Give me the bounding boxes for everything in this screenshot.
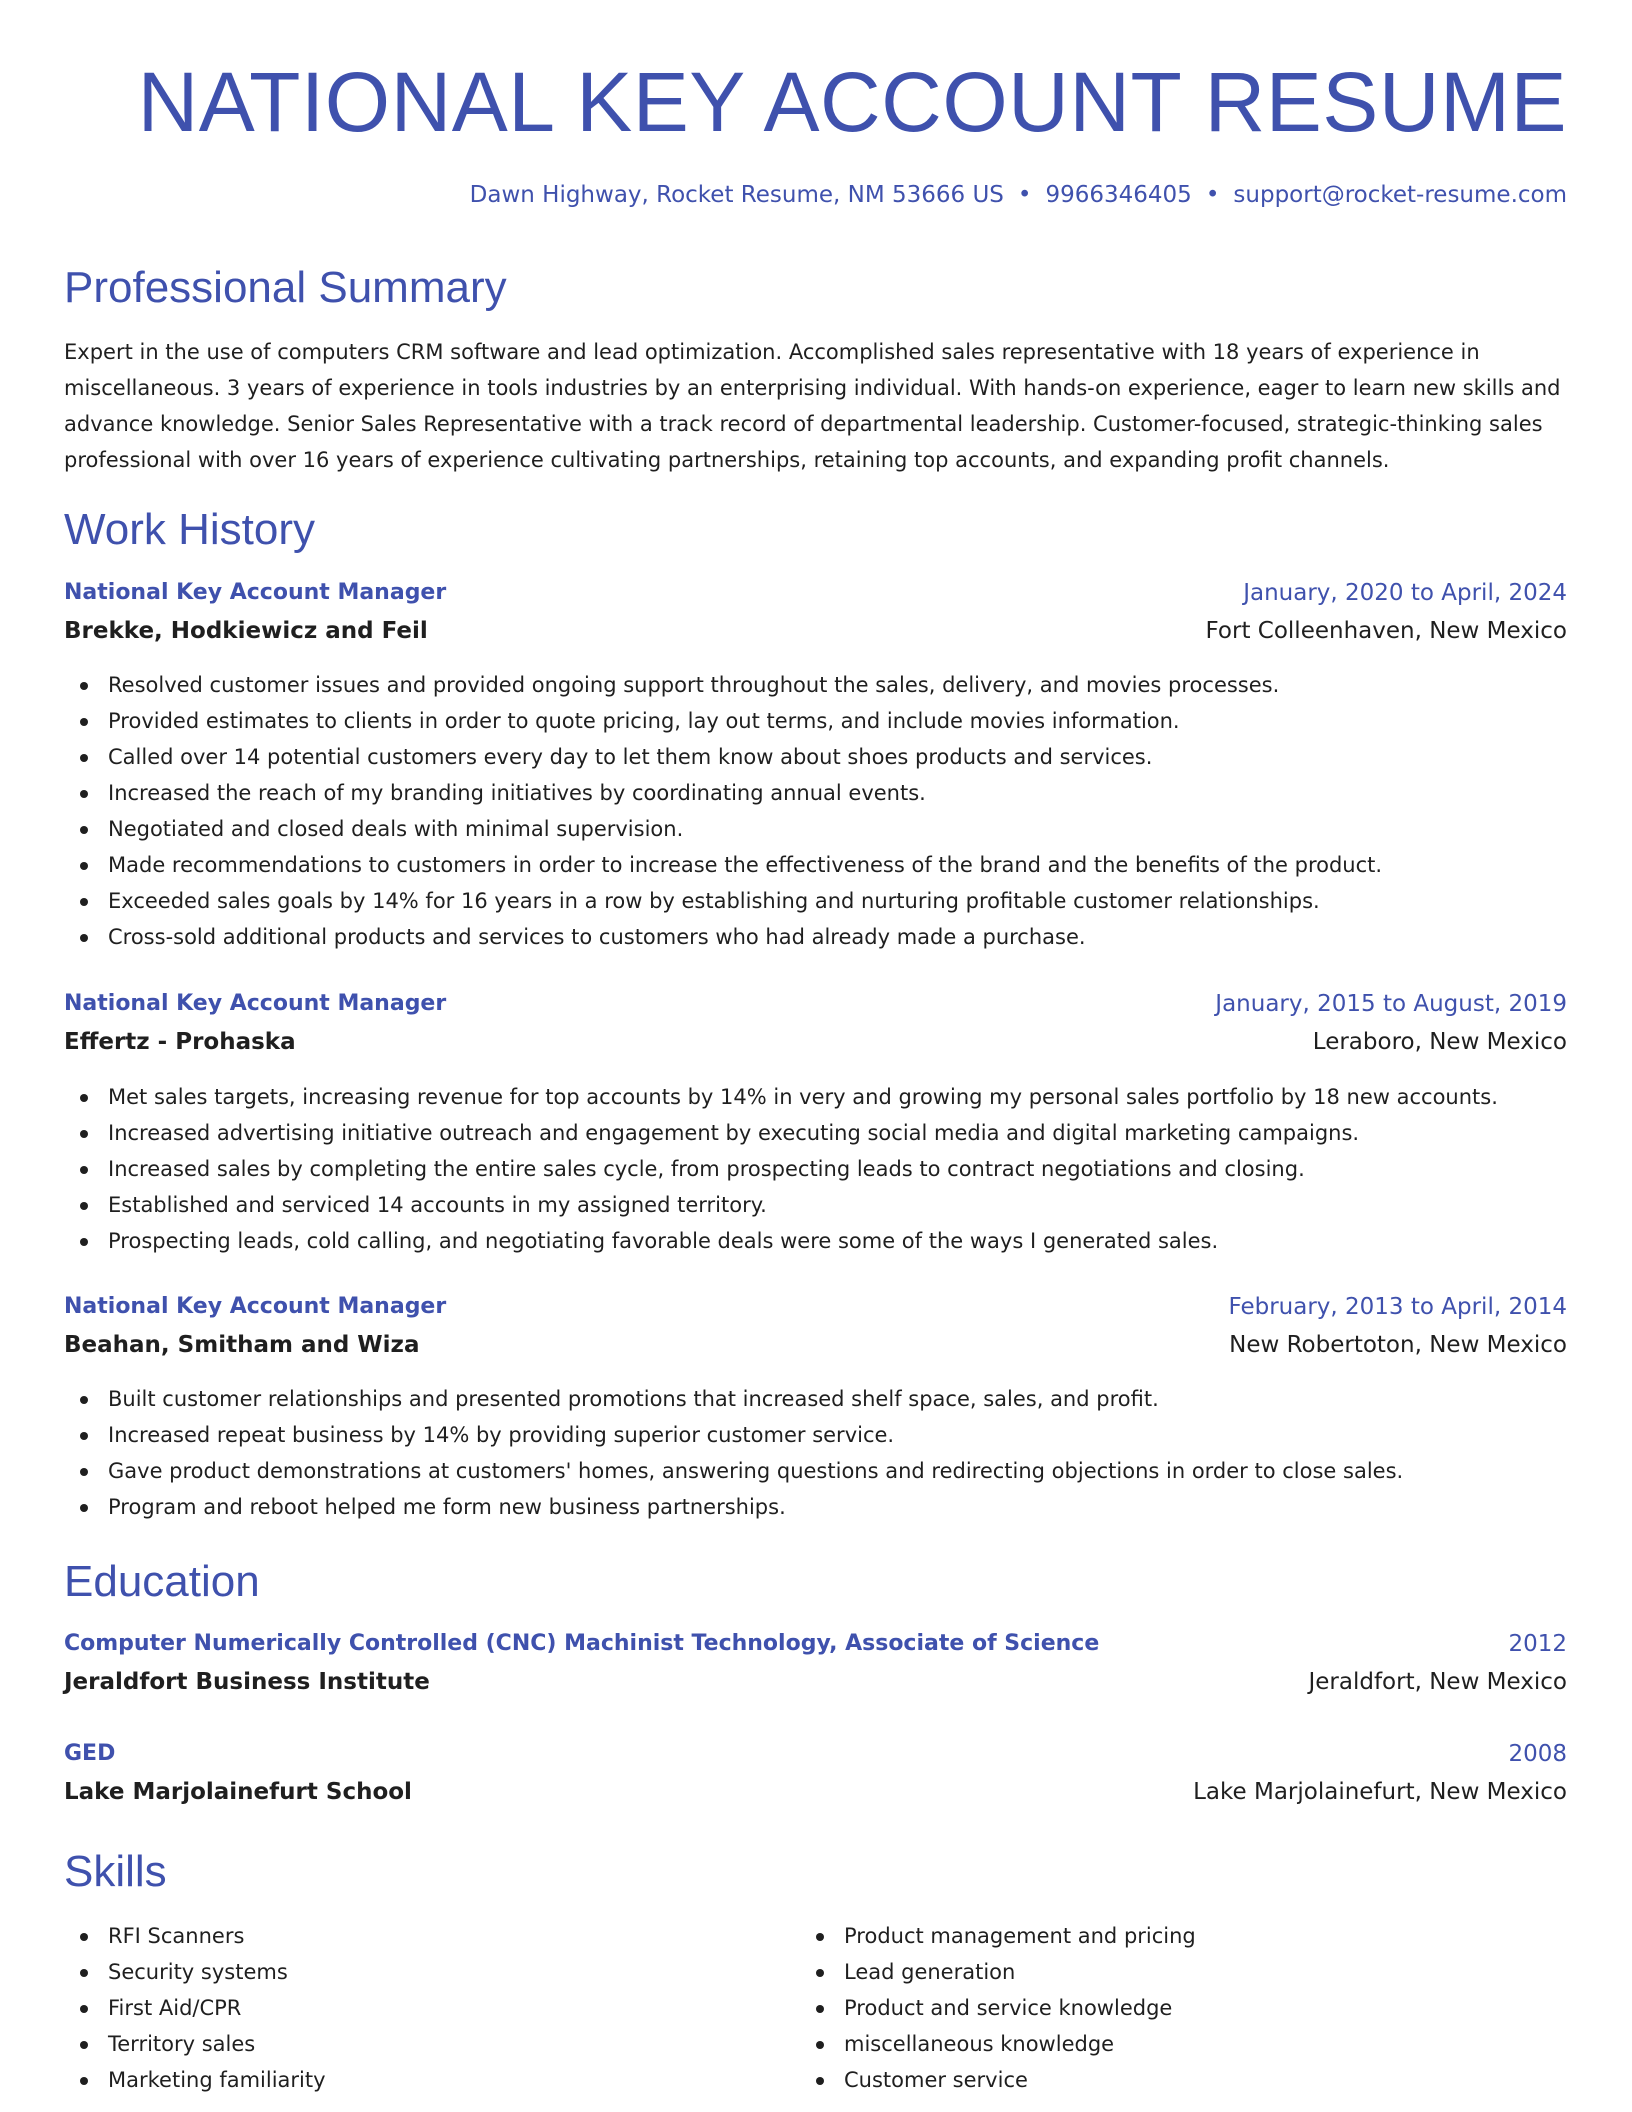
skill-item: Customer service: [800, 2062, 1500, 2098]
job-header: [64, 576, 1567, 610]
job-company: Brekke, Hodkiewicz and Feil: [64, 618, 428, 644]
education-location: Jeraldfort, New Mexico: [1308, 1669, 1567, 1695]
list-item: Increased advertising initiative outreach and engagement by executing social media and digital marketing campaigns.: [64, 1115, 1567, 1151]
section-title-work-history: Work History: [64, 505, 315, 554]
skill-item: Product and service knowledge: [800, 1990, 1500, 2026]
education-header: [64, 1737, 1567, 1771]
skill-item: Security systems: [64, 1954, 764, 1990]
education-school: Jeraldfort Business Institute: [64, 1669, 430, 1695]
job-location: Leraboro, New Mexico: [1312, 1029, 1567, 1055]
contact-address: Dawn Highway, Rocket Resume, NM 53666 US: [469, 182, 1004, 208]
list-item: Exceeded sales goals by 14% for 16 years in a row by establishing and nurturing profitable customer relationships.: [64, 883, 1567, 919]
summary-text: Expert in the use of computers CRM software and lead optimization. Accomplished sales representative with 18 years of experience in miscellaneous. 3 years of experience in tools industries by an enterprising individual. With hands-on experience, eager to learn new skills and advance knowledge. Senior Sales Representative with a track record of departmental leadership. Customer-focused, strategic-thinking sales professional with over 16 years of experience cultivating partnerships, retaining top accounts, and expanding profit channels.: [64, 340, 1561, 472]
education-degree: GED: [64, 1741, 116, 1766]
contact-separator: •: [1205, 182, 1220, 208]
education-org: [64, 1775, 1567, 1809]
job-org: [64, 614, 1567, 648]
job-dates: January, 2015 to August, 2019: [1215, 991, 1567, 1017]
education-school: Lake Marjolainefurt School: [64, 1779, 412, 1805]
job-company: Effertz - Prohaska: [64, 1029, 296, 1055]
list-item: Increased repeat business by 14% by providing superior customer service.: [64, 1417, 1567, 1453]
contact-separator: •: [1017, 182, 1032, 208]
list-item: Met sales targets, increasing revenue for top accounts by 14% in very and growing my personal sales portfolio by 18 new accounts.: [64, 1079, 1567, 1115]
resume-title: NATIONAL KEY ACCOUNT RESUME: [137, 55, 1567, 149]
list-item: Negotiated and closed deals with minimal supervision.: [64, 811, 1567, 847]
list-item: Called over 14 potential customers every day to let them know about shoes products and services.: [64, 739, 1567, 775]
skill-item: RFI Scanners: [64, 1918, 764, 1954]
job-org: [64, 1328, 1567, 1362]
skills-list-right: [800, 1918, 1500, 2098]
list-item: Provided estimates to clients in order to quote pricing, lay out terms, and include movies information.: [64, 703, 1567, 739]
job-duties: [64, 1079, 1567, 1259]
skill-item: Product management and pricing: [800, 1918, 1500, 1954]
job-location: Fort Colleenhaven, New Mexico: [1205, 618, 1567, 644]
job-role: National Key Account Manager: [64, 1294, 447, 1319]
education-org: [64, 1665, 1567, 1699]
list-item: Increased sales by completing the entire sales cycle, from prospecting leads to contract negotiations and closing.: [64, 1151, 1567, 1187]
job-duties: [64, 1381, 1567, 1525]
list-item: Built customer relationships and presented promotions that increased shelf space, sales, and profit.: [64, 1381, 1567, 1417]
education-header: [64, 1627, 1567, 1661]
skill-item: Lead generation: [800, 1954, 1500, 1990]
education-year: 2008: [1508, 1741, 1567, 1767]
skill-item: miscellaneous knowledge: [800, 2026, 1500, 2062]
job-org: [64, 1025, 1567, 1059]
section-title-skills: Skills: [64, 1847, 167, 1896]
skills-list-left: [64, 1918, 764, 2098]
contact-phone[interactable]: 9966346405: [1045, 182, 1192, 208]
skill-item: Territory sales: [64, 2026, 764, 2062]
section-title-education: Education: [64, 1557, 260, 1606]
job-duties: [64, 667, 1567, 955]
section-title-summary: Professional Summary: [64, 263, 507, 312]
education-degree: Computer Numerically Controlled (CNC) Machinist Technology, Associate of Science: [64, 1631, 1100, 1656]
job-role: National Key Account Manager: [64, 991, 447, 1016]
list-item: Prospecting leads, cold calling, and negotiating favorable deals were some of the ways I generated sales.: [64, 1223, 1567, 1259]
education-location: Lake Marjolainefurt, New Mexico: [1193, 1779, 1567, 1805]
skill-item: Marketing familiarity: [64, 2062, 764, 2098]
list-item: Resolved customer issues and provided ongoing support throughout the sales, delivery, and movies processes.: [64, 667, 1567, 703]
job-company: Beahan, Smitham and Wiza: [64, 1332, 420, 1358]
job-dates: February, 2013 to April, 2014: [1228, 1294, 1567, 1320]
education-year: 2012: [1508, 1631, 1567, 1657]
skill-item: First Aid/CPR: [64, 1990, 764, 2026]
job-role: National Key Account Manager: [64, 580, 447, 605]
list-item: Made recommendations to customers in order to increase the effectiveness of the brand and the benefits of the product.: [64, 847, 1567, 883]
list-item: Program and reboot helped me form new business partnerships.: [64, 1489, 1567, 1525]
job-dates: January, 2020 to April, 2024: [1243, 580, 1567, 606]
list-item: Cross-sold additional products and services to customers who had already made a purchase.: [64, 919, 1567, 955]
list-item: Established and serviced 14 accounts in my assigned territory.: [64, 1187, 1567, 1223]
job-location: New Robertoton, New Mexico: [1229, 1332, 1567, 1358]
job-header: [64, 1290, 1567, 1324]
contact-email[interactable]: support@rocket-resume.com: [1233, 182, 1567, 208]
list-item: Gave product demonstrations at customers' homes, answering questions and redirecting objections in order to close sales.: [64, 1453, 1567, 1489]
contact-line: [470, 179, 1567, 211]
list-item: Increased the reach of my branding initiatives by coordinating annual events.: [64, 775, 1567, 811]
job-header: [64, 987, 1567, 1021]
